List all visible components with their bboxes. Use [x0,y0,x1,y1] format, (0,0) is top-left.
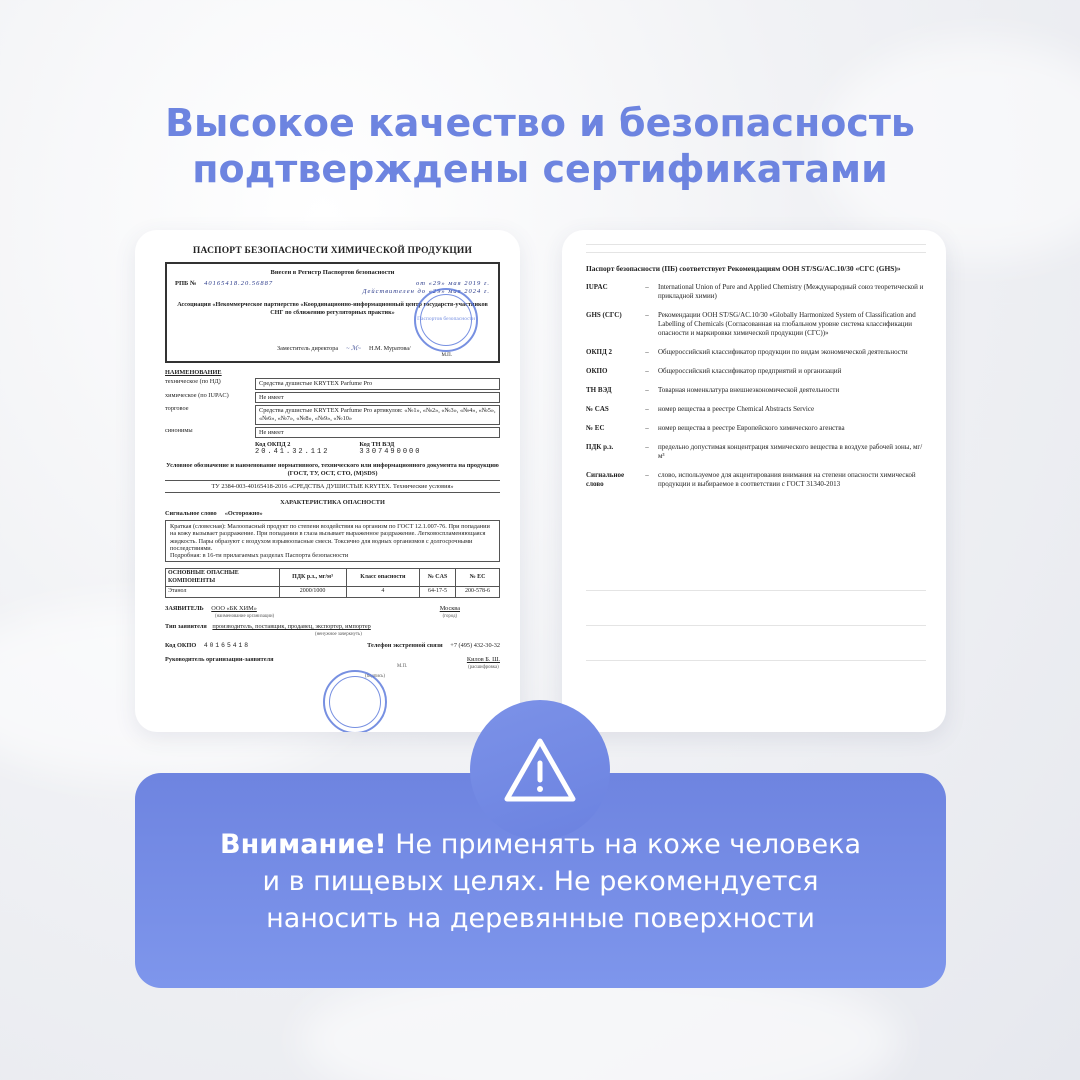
glossary-definition: Общероссийский классификатор продукции по видам экономической деятельности [658,348,908,356]
glossary-term: ОКПО [586,367,608,375]
company-stamp [323,670,387,732]
warning-bold: Внимание! [220,829,387,860]
applicant-type-label: Тип заявителя [165,623,207,631]
glossary-definition: предельно допустимая концентрация химического вещества в воздухе рабочей зоны, мг/м³ [658,443,923,460]
warning-line-1-rest: Не применять на коже человека [386,829,861,860]
applicant-type-caption: (ненужное зачеркнуть) [315,631,362,637]
head-row [165,656,500,671]
table-cell: 200-578-6 [456,587,500,598]
field-value: Средства душистые KRYTEX Parfume Pro артикулов: «№1», «№2», «№3», «№4», «№5», «№6», «№7», «№8», «№9», «№10» [255,405,500,424]
hazard-brief: Краткая (словесная): Малоопасный продукт по степени воздействия на организм по ГОСТ 12.1.007-76. При попадании на кожу вызывает раздражение. При попадании в глаза вызывает выраженное раздражение. Легковоспламеняющаяся жидкость. Пары образуют с воздухом взрывоопасные смеси. Токсично для водных организмов с долгосрочными последствиями. [170,523,490,552]
glossary-dash: – [645,283,649,291]
glossary-dash: – [645,424,649,432]
faint-line [586,590,926,591]
certificate-card-front [135,230,520,732]
okpo-phone-row [165,642,500,650]
glossary-row [586,348,926,357]
field-value: Средства душистые KRYTEX Parfume Pro [255,378,500,390]
applicant-city-caption: (город) [442,613,458,619]
tnved-label: Код ТН ВЭД [359,441,395,449]
glossary-definition: Общероссийский классификатор предприятий и организаций [658,367,842,375]
warning-line-3: наносить на деревянные поверхности [266,903,815,934]
glossary-term: ПДК р.з. [586,443,614,451]
table-header: № ЕС [456,569,500,587]
hazard-heading: ХАРАКТЕРИСТИКА ОПАСНОСТИ [280,499,385,507]
stamp-mp: М.П. [441,353,452,358]
rpb-number: 40165418.20.56887 [204,280,274,288]
glossary-definition: номер вещества в реестре Chemical Abstracts Service [658,405,815,413]
sign-mp: М.П. [397,664,408,670]
table-row [166,587,500,598]
applicant-label: ЗАЯВИТЕЛЬ [165,604,204,612]
doc-title: ПАСПОРТ БЕЗОПАСНОСТИ ХИМИЧЕСКОЙ ПРОДУКЦИИ [192,246,473,256]
glossary-dash: – [645,386,649,394]
glossary-term: GHS (СГС) [586,311,622,319]
glossary-definition: Товарная номенклатура внешнеэкономической деятельности [658,386,840,394]
faint-line [586,625,926,626]
glossary-title: Паспорт безопасности (ПБ) соответствует Рекомендациям ООН ST/SG/AC.10/30 «СГС (GHS)» [586,264,901,273]
warning-line-1 [135,826,946,863]
applicant-row [165,605,500,620]
table-header: ОСНОВНЫЕ ОПАСНЫЕ КОМПОНЕНТЫ [166,569,280,587]
glossary-dash: – [645,348,649,356]
glossary-row [586,386,926,395]
signal-word-value: «Осторожно» [224,509,263,517]
warning-triangle-icon [502,736,578,806]
glossary-definition: International Union of Pure and Applied Chemistry (Международный союз теоретической и прикладной химии) [658,283,924,300]
glossary-dash: – [645,311,649,319]
table-cell: 64-17-5 [420,587,456,598]
sign-caption: (подпись) [365,674,385,680]
field-label: химическое (по IUPAC) [165,391,229,399]
field-row-synonyms [165,427,500,439]
glossary-row [586,367,926,376]
field-value: Не имеет [255,427,500,439]
table-cell: 4 [346,587,420,598]
okpd-label: Код ОКПД 2 [255,441,291,449]
registry-stamp [414,288,478,352]
glossary-dash: – [645,443,649,451]
page-headline [0,100,1080,192]
glossary-row [586,424,926,433]
components-table [165,568,500,598]
applicant-type-row [165,623,500,638]
phone-label: Телефон экстренной связи [367,642,443,650]
glossary-row [586,311,926,338]
glossary-dash: – [645,367,649,375]
glossary-term: IUPAC [586,283,608,291]
norm-doc-value: ТУ 2384-003-40165418-2016 «СРЕДСТВА ДУШИСТЫЕ KRYTEX. Технические условия» [165,480,500,494]
registry-date-from: от «29» мая 2019 г. [416,280,490,288]
table-cell: Этанол [166,587,280,598]
glossary-term: Сигнальное слово [586,471,625,488]
okpo-label: Код ОКПО [165,642,197,650]
registry-date-valid: Действителен до «29» мая 2024 г. [362,287,490,295]
warning-line-2: и в пищевых целях. Не рекомендуется [262,866,819,897]
head-label: Руководитель организации-заявителя [165,655,274,663]
glossary-term: ТН ВЭД [586,386,612,394]
certificate-card-glossary [562,230,946,732]
signal-word-label: Сигнальное слово [165,509,217,517]
head-caption: (расшифровка) [468,664,499,670]
okpd-value: 20.41.32.112 [255,447,330,456]
applicant-city: Москва [439,604,460,612]
glossary-row [586,471,926,489]
rpb-label: РПБ № [175,280,197,288]
table-header: ПДК р.з., мг/м³ [279,569,346,587]
glossary-definition: Рекомендации ООН ST/SG/AC.10/30 «Globally Harmonized System of Classification and Labelling of Chemicals (Согласованная на глобальном уровне система классификации опасности и маркировки химической продукции (СГС))» [658,311,916,337]
headline-line-2: подтверждены сертификатами [192,147,888,191]
phone-value: +7 (495) 432-30-32 [450,642,500,650]
faint-line [586,244,926,245]
field-label: синонимы [165,426,193,434]
deputy-signature-row [277,345,411,353]
deputy-name: Н.М. Муратова/ [368,345,411,352]
signature-icon: ~ ℳ~ [346,345,361,352]
stamp-text: Паспортов безопасности [417,316,475,323]
signal-word-row [165,510,500,518]
head-name: Килов Б. Ш. [466,655,500,663]
applicant-value: ООО «БК ХИМ» [211,604,257,612]
field-label: техническое (по НД) [165,378,221,386]
registry-heading: Внесен в Регистр Паспортов безопасности [270,268,395,276]
table-header: № CAS [420,569,456,587]
table-header-row [166,569,500,587]
glossary-term: № ЕС [586,424,605,432]
field-value: Не имеет [255,392,500,404]
glossary-row [586,405,926,414]
faint-line [586,252,926,253]
naming-heading: НАИМЕНОВАНИЕ [165,368,222,376]
applicant-type-value: производитель, поставщик, продавец, экспортер, импортер [212,623,371,631]
glossary-definition: слово, используемое для акцентирования внимания на степени опасности химической продукции и выбираемое в соответствии с ГОСТ 31340-2013 [658,471,916,488]
codes-row [255,441,500,456]
glossary-definition: номер вещества в реестре Европейского химического агенства [658,424,845,432]
registry-box [165,262,500,363]
tnved-code [359,441,421,456]
glossary-dash: – [645,471,649,479]
deputy-label: Заместитель директора [277,345,339,352]
hazard-detail: Подробная: в 16-ти прилагаемых разделах Паспорта безопасности [170,551,349,559]
glossary-term: № CAS [586,405,609,413]
glossary-term: ОКПД 2 [586,348,613,356]
table-cell: 2000/1000 [279,587,346,598]
tnved-value: 3307490000 [359,447,422,456]
glossary-row [586,443,926,461]
okpd-code [255,441,329,456]
warning-text [135,826,946,937]
headline-line-1: Высокое качество и безопасность [165,101,915,145]
field-row-chemical [165,392,500,404]
glossary-dash: – [645,405,649,413]
faint-line [586,660,926,661]
applicant-org-caption: (наименование организации) [215,613,275,619]
okpo-value: 40165418 [203,642,251,650]
field-label: торговое [165,405,189,413]
association-name: Ассоциация «Некоммерческое партнерство «Координационно-информационный центр государств-участников СНГ по сближению регуляторных практик» [177,301,488,316]
field-row-trade [165,405,500,424]
hazard-box [165,520,500,562]
table-header: Класс опасности [346,569,420,587]
norm-doc-heading: Условное обозначение и наименование нормативного, технического или информационного документа на продукцию (ГОСТ, ТУ, ОСТ, СТО, (М)SDS) [166,462,499,477]
field-row-technical [165,378,500,390]
glossary-row [586,283,926,301]
